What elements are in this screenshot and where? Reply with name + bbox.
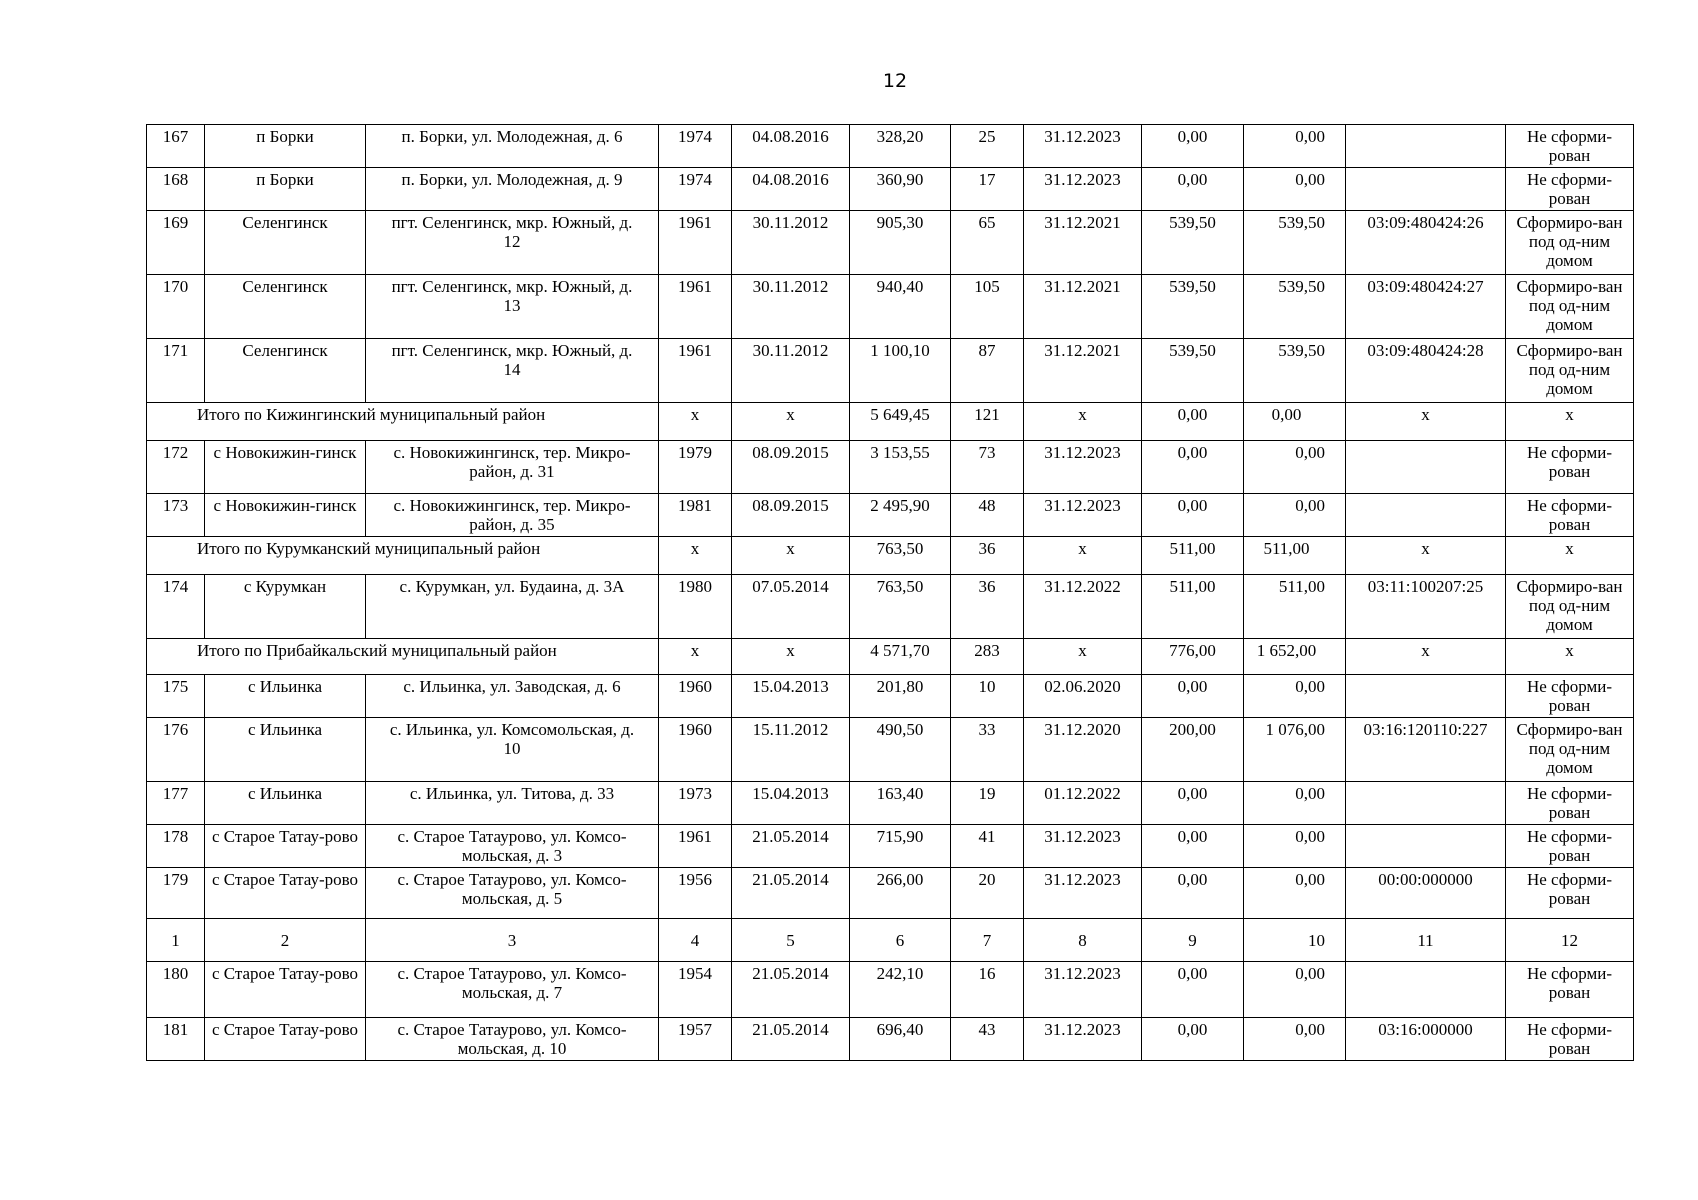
table-cell: 539,50: [1142, 211, 1244, 275]
table-cell: 02.06.2020: [1024, 675, 1142, 718]
table-cell: 105: [951, 275, 1024, 339]
table-cell: п. Борки, ул. Молодежная, д. 6: [366, 125, 659, 168]
table-cell: 174: [147, 575, 205, 639]
table-cell: 33: [951, 718, 1024, 782]
table-cell: 163,40: [850, 782, 951, 825]
table-cell: 539,50: [1244, 275, 1346, 339]
table-row: [147, 125, 1634, 168]
table-cell: 5 649,45: [850, 403, 951, 441]
table-cell: 511,00: [1244, 537, 1346, 575]
table-cell: 08.09.2015: [732, 494, 850, 537]
table-cell: Не сформи-рован: [1506, 494, 1634, 537]
district-total-row: [147, 639, 1634, 675]
table-cell: 21.05.2014: [732, 1018, 850, 1061]
table-cell: 1981: [659, 494, 732, 537]
table-cell: х: [732, 537, 850, 575]
table-cell: Не сформи-рован: [1506, 1018, 1634, 1061]
table-cell: 0,00: [1142, 825, 1244, 868]
table-cell: 31.12.2023: [1024, 125, 1142, 168]
table-cell: Не сформи-рован: [1506, 168, 1634, 211]
table-cell: 171: [147, 339, 205, 403]
table-cell: с Ильинка: [205, 782, 366, 825]
table-cell: 1979: [659, 441, 732, 494]
table-cell: 1 076,00: [1244, 718, 1346, 782]
table-cell: Не сформи-рован: [1506, 675, 1634, 718]
table-cell: 31.12.2022: [1024, 575, 1142, 639]
table-cell: 179: [147, 868, 205, 919]
table-cell: 31.12.2023: [1024, 962, 1142, 1018]
table-cell: 0,00: [1142, 441, 1244, 494]
table-cell: 1 100,10: [850, 339, 951, 403]
table-cell: 696,40: [850, 1018, 951, 1061]
table-cell: Сформиро-ван под од-ним домом: [1506, 718, 1634, 782]
table-cell: Селенгинск: [205, 211, 366, 275]
table-cell: 328,20: [850, 125, 951, 168]
table-cell: 00:00:000000: [1346, 868, 1506, 919]
table-cell: х: [1024, 403, 1142, 441]
table-cell: 177: [147, 782, 205, 825]
table-cell: 8: [1024, 919, 1142, 962]
table-cell: 31.12.2023: [1024, 494, 1142, 537]
table-row: [147, 868, 1634, 919]
table-cell: Не сформи-рован: [1506, 782, 1634, 825]
table-cell: 30.11.2012: [732, 275, 850, 339]
table-cell: Сформиро-ван под од-ним домом: [1506, 211, 1634, 275]
table-cell: 5: [732, 919, 850, 962]
table-cell: 21.05.2014: [732, 962, 850, 1018]
table-cell: 04.08.2016: [732, 168, 850, 211]
table-cell: с Ильинка: [205, 718, 366, 782]
table-cell: с Ильинка: [205, 675, 366, 718]
table-cell: 15.04.2013: [732, 675, 850, 718]
table-cell: х: [1506, 537, 1634, 575]
table-cell: пгт. Селенгинск, мкр. Южный, д. 14: [366, 339, 659, 403]
table-row: [147, 211, 1634, 275]
table-cell: 07.05.2014: [732, 575, 850, 639]
table-cell: п. Борки, ул. Молодежная, д. 9: [366, 168, 659, 211]
table-cell: х: [1506, 639, 1634, 675]
district-total-label: Итого по Кижингинский муниципальный район: [147, 403, 659, 441]
table-cell: 1956: [659, 868, 732, 919]
table-cell: 15.04.2013: [732, 782, 850, 825]
table-row: [147, 718, 1634, 782]
district-total-label: Итого по Прибайкальский муниципальный район: [147, 639, 659, 675]
table-cell: 30.11.2012: [732, 339, 850, 403]
table-cell: 21.05.2014: [732, 825, 850, 868]
table-cell: 168: [147, 168, 205, 211]
table-cell: 3: [366, 919, 659, 962]
table-cell: 539,50: [1142, 339, 1244, 403]
table-cell: [1346, 168, 1506, 211]
table-cell: 0,00: [1244, 125, 1346, 168]
table-cell: 170: [147, 275, 205, 339]
table-cell: 36: [951, 575, 1024, 639]
table-cell: 36: [951, 537, 1024, 575]
district-total-label: Итого по Курумканский муниципальный район: [147, 537, 659, 575]
table-cell: 763,50: [850, 537, 951, 575]
table-cell: с. Новокижингинск, тер. Микро-район, д. 31: [366, 441, 659, 494]
table-row: [147, 675, 1634, 718]
table-cell: х: [1346, 639, 1506, 675]
table-cell: 4: [659, 919, 732, 962]
table-cell: с. Курумкан, ул. Будаина, д. 3А: [366, 575, 659, 639]
table-cell: пгт. Селенгинск, мкр. Южный, д. 12: [366, 211, 659, 275]
table-cell: 03:16:000000: [1346, 1018, 1506, 1061]
table-cell: 1974: [659, 168, 732, 211]
table-cell: 0,00: [1142, 168, 1244, 211]
table-cell: 31.12.2020: [1024, 718, 1142, 782]
table-cell: х: [659, 639, 732, 675]
table-cell: 9: [1142, 919, 1244, 962]
table-cell: 242,10: [850, 962, 951, 1018]
table-cell: Не сформи-рован: [1506, 868, 1634, 919]
table-cell: 19: [951, 782, 1024, 825]
table-cell: 2: [205, 919, 366, 962]
table-cell: 43: [951, 1018, 1024, 1061]
table-cell: 0,00: [1142, 494, 1244, 537]
table-cell: 08.09.2015: [732, 441, 850, 494]
table-cell: 1: [147, 919, 205, 962]
table-cell: 167: [147, 125, 205, 168]
table-cell: 1 652,00: [1244, 639, 1346, 675]
table-cell: 0,00: [1244, 868, 1346, 919]
table-cell: Не сформи-рован: [1506, 125, 1634, 168]
table-cell: 87: [951, 339, 1024, 403]
table-cell: х: [659, 537, 732, 575]
table-cell: с. Ильинка, ул. Заводская, д. 6: [366, 675, 659, 718]
table-cell: 16: [951, 962, 1024, 1018]
table-cell: 181: [147, 1018, 205, 1061]
table-cell: 0,00: [1142, 782, 1244, 825]
table-row: [147, 782, 1634, 825]
table-cell: 539,50: [1244, 339, 1346, 403]
table-cell: 31.12.2021: [1024, 211, 1142, 275]
table-cell: с. Старое Татаурово, ул. Комсо-мольская, д. 10: [366, 1018, 659, 1061]
table-cell: 04.08.2016: [732, 125, 850, 168]
table-cell: 31.12.2023: [1024, 441, 1142, 494]
table-cell: с. Новокижингинск, тер. Микро-район, д. 35: [366, 494, 659, 537]
table-cell: [1346, 125, 1506, 168]
table-cell: х: [1024, 537, 1142, 575]
table-cell: 03:09:480424:26: [1346, 211, 1506, 275]
table-row: [147, 825, 1634, 868]
table-cell: 539,50: [1244, 211, 1346, 275]
table-cell: 21.05.2014: [732, 868, 850, 919]
table-cell: Не сформи-рован: [1506, 441, 1634, 494]
table-cell: [1346, 825, 1506, 868]
table-cell: х: [1346, 403, 1506, 441]
table-body: [147, 125, 1634, 1061]
table-cell: х: [732, 403, 850, 441]
column-number-row: [147, 919, 1634, 962]
table-row: [147, 339, 1634, 403]
table-cell: 31.12.2023: [1024, 168, 1142, 211]
table-cell: Не сформи-рован: [1506, 825, 1634, 868]
table-cell: 0,00: [1142, 125, 1244, 168]
table-cell: с Старое Татау-рово: [205, 868, 366, 919]
table-cell: 511,00: [1244, 575, 1346, 639]
table-cell: 1974: [659, 125, 732, 168]
table-cell: х: [732, 639, 850, 675]
table-cell: 200,00: [1142, 718, 1244, 782]
table-cell: Селенгинск: [205, 339, 366, 403]
table-cell: [1346, 494, 1506, 537]
table-cell: 776,00: [1142, 639, 1244, 675]
table-cell: 4 571,70: [850, 639, 951, 675]
district-total-row: [147, 403, 1634, 441]
table-cell: 1961: [659, 211, 732, 275]
table-row: [147, 575, 1634, 639]
table-cell: 10: [951, 675, 1024, 718]
table-cell: 121: [951, 403, 1024, 441]
table-cell: 31.12.2023: [1024, 825, 1142, 868]
table-cell: 03:09:480424:27: [1346, 275, 1506, 339]
table-cell: [1346, 675, 1506, 718]
table-cell: 0,00: [1244, 403, 1346, 441]
table-cell: с Новокижин-гинск: [205, 441, 366, 494]
table-cell: 175: [147, 675, 205, 718]
table-cell: с. Ильинка, ул. Титова, д. 33: [366, 782, 659, 825]
table-cell: 41: [951, 825, 1024, 868]
table-cell: Сформиро-ван под од-ним домом: [1506, 339, 1634, 403]
table-cell: 0,00: [1244, 1018, 1346, 1061]
table-cell: 73: [951, 441, 1024, 494]
table-cell: 31.12.2021: [1024, 339, 1142, 403]
table-cell: 169: [147, 211, 205, 275]
table-cell: 0,00: [1142, 868, 1244, 919]
table-cell: с Старое Татау-рово: [205, 962, 366, 1018]
table-cell: 1961: [659, 275, 732, 339]
table-row: [147, 275, 1634, 339]
table-cell: 763,50: [850, 575, 951, 639]
table-cell: Селенгинск: [205, 275, 366, 339]
page-number: 12: [882, 70, 908, 92]
table-cell: 03:16:120110:227: [1346, 718, 1506, 782]
table-cell: 283: [951, 639, 1024, 675]
table-cell: 25: [951, 125, 1024, 168]
table-cell: 11: [1346, 919, 1506, 962]
table-cell: с Новокижин-гинск: [205, 494, 366, 537]
table-cell: 1954: [659, 962, 732, 1018]
table-cell: пгт. Селенгинск, мкр. Южный, д. 13: [366, 275, 659, 339]
table-row: [147, 1018, 1634, 1061]
table-cell: 1961: [659, 825, 732, 868]
table-cell: 1961: [659, 339, 732, 403]
table-cell: 490,50: [850, 718, 951, 782]
table-cell: 0,00: [1142, 962, 1244, 1018]
table-cell: 3 153,55: [850, 441, 951, 494]
table-cell: 1957: [659, 1018, 732, 1061]
district-total-row: [147, 537, 1634, 575]
table-cell: 940,40: [850, 275, 951, 339]
table-cell: 0,00: [1142, 675, 1244, 718]
table-cell: с. Старое Татаурово, ул. Комсо-мольская, д. 7: [366, 962, 659, 1018]
table-row: [147, 962, 1634, 1018]
table-cell: [1346, 962, 1506, 1018]
table-cell: 1960: [659, 718, 732, 782]
table-cell: 905,30: [850, 211, 951, 275]
table-cell: 178: [147, 825, 205, 868]
table-cell: х: [1024, 639, 1142, 675]
table-cell: 0,00: [1244, 168, 1346, 211]
table-cell: Сформиро-ван под од-ним домом: [1506, 275, 1634, 339]
table-cell: 12: [1506, 919, 1634, 962]
table-row: [147, 441, 1634, 494]
table-cell: 15.11.2012: [732, 718, 850, 782]
table-cell: 715,90: [850, 825, 951, 868]
table-cell: 03:11:100207:25: [1346, 575, 1506, 639]
table-cell: 539,50: [1142, 275, 1244, 339]
table-cell: Сформиро-ван под од-ним домом: [1506, 575, 1634, 639]
table-cell: 173: [147, 494, 205, 537]
table-cell: 266,00: [850, 868, 951, 919]
table-cell: Не сформи-рован: [1506, 962, 1634, 1018]
table-cell: х: [659, 403, 732, 441]
table-cell: с. Ильинка, ул. Комсомольская, д. 10: [366, 718, 659, 782]
table-cell: [1346, 441, 1506, 494]
table-cell: с Старое Татау-рово: [205, 825, 366, 868]
table-cell: 0,00: [1244, 825, 1346, 868]
table-cell: 0,00: [1244, 441, 1346, 494]
table-cell: п Борки: [205, 168, 366, 211]
table-cell: 511,00: [1142, 575, 1244, 639]
table-cell: 10: [1244, 919, 1346, 962]
table-cell: с. Старое Татаурово, ул. Комсо-мольская, д. 5: [366, 868, 659, 919]
table-cell: 360,90: [850, 168, 951, 211]
table-cell: 0,00: [1244, 782, 1346, 825]
table-cell: с Старое Татау-рово: [205, 1018, 366, 1061]
table-cell: 0,00: [1142, 1018, 1244, 1061]
table-cell: 172: [147, 441, 205, 494]
table-cell: 0,00: [1142, 403, 1244, 441]
table-cell: х: [1346, 537, 1506, 575]
table-cell: с. Старое Татаурово, ул. Комсо-мольская, д. 3: [366, 825, 659, 868]
table-cell: 17: [951, 168, 1024, 211]
table-cell: с Курумкан: [205, 575, 366, 639]
table-cell: 0,00: [1244, 675, 1346, 718]
table-cell: 03:09:480424:28: [1346, 339, 1506, 403]
table-cell: 31.12.2023: [1024, 1018, 1142, 1061]
table-cell: 31.12.2021: [1024, 275, 1142, 339]
table-cell: 0,00: [1244, 962, 1346, 1018]
table-cell: х: [1506, 403, 1634, 441]
table-cell: 511,00: [1142, 537, 1244, 575]
housing-registry-table: [146, 124, 1634, 1061]
table-cell: 48: [951, 494, 1024, 537]
table-cell: 7: [951, 919, 1024, 962]
table-cell: 0,00: [1244, 494, 1346, 537]
table-cell: 180: [147, 962, 205, 1018]
table-cell: 6: [850, 919, 951, 962]
table-cell: 01.12.2022: [1024, 782, 1142, 825]
table-cell: 1980: [659, 575, 732, 639]
table-row: [147, 494, 1634, 537]
table-cell: 20: [951, 868, 1024, 919]
table-cell: 65: [951, 211, 1024, 275]
table-cell: 201,80: [850, 675, 951, 718]
table-cell: п Борки: [205, 125, 366, 168]
table-cell: 176: [147, 718, 205, 782]
table-row: [147, 168, 1634, 211]
table-cell: 1973: [659, 782, 732, 825]
table-cell: [1346, 782, 1506, 825]
table-cell: 1960: [659, 675, 732, 718]
table-cell: 31.12.2023: [1024, 868, 1142, 919]
table-cell: 2 495,90: [850, 494, 951, 537]
table-cell: 30.11.2012: [732, 211, 850, 275]
